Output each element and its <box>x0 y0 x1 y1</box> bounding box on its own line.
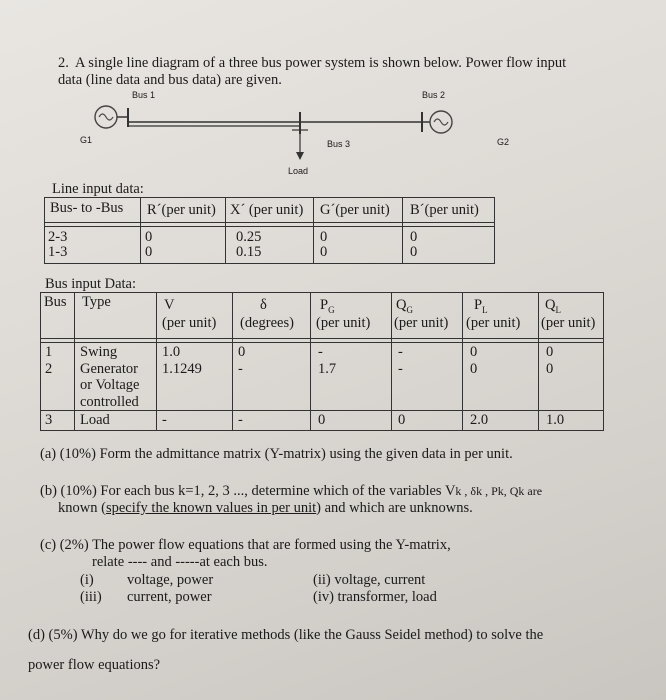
part-b-vars: k , δk , Pk, Qk are <box>455 484 543 498</box>
bus-header-ql-unit: (per unit) <box>541 315 596 331</box>
bus-row1-ql: 0 <box>546 344 554 360</box>
bus-row1-pg: - <box>318 344 323 360</box>
bus-row2-d: - <box>238 361 243 377</box>
bus-row2-pl: 0 <box>470 361 478 377</box>
bus-header-type: Type <box>82 294 111 310</box>
bus-row2-qg: - <box>398 361 403 377</box>
bus-row3-pl: 2.0 <box>470 412 489 428</box>
bus-row3-type: Load <box>80 412 110 428</box>
bus-row1-bus: 1 <box>45 344 53 360</box>
part-d-line2: power flow equations? <box>28 657 161 673</box>
part-c-opt1: voltage, power <box>127 572 214 588</box>
bus-row3-qg: 0 <box>398 412 406 428</box>
bus-header-qg: $Q_G$ <box>396 297 413 315</box>
bus-header-qg-unit: (per unit) <box>394 315 449 331</box>
line-row1-bus: 2-3 <box>48 229 68 245</box>
question-number: 2. <box>58 55 69 71</box>
bus-row1-qg: - <box>398 344 403 360</box>
bus-header-pg-unit: (per unit) <box>316 315 371 331</box>
line-row2-g: 0 <box>320 244 328 260</box>
part-c-opt4: (iv) transformer, load <box>313 589 437 605</box>
bus-row2-type-cont2: controlled <box>80 394 139 410</box>
question-intro-line1: A single line diagram of a three bus power system is shown below. Power flow input <box>75 55 567 71</box>
bus2-label: Bus 2 <box>422 90 446 100</box>
bus-row2-pg: 1.7 <box>318 361 337 377</box>
bus-row2-bus: 2 <box>45 361 53 377</box>
part-c-line2: relate ---- and -----at each bus. <box>92 554 268 570</box>
part-c-opt1-num: (i) <box>80 572 94 588</box>
bus-row3-bus: 3 <box>45 412 53 428</box>
bus-header-v: V <box>164 297 175 313</box>
line-header-b: B´(per unit) <box>410 202 479 218</box>
bus-row1-v: 1.0 <box>162 344 181 360</box>
part-c-line1: (c) (2%) The power flow equations that are formed using the Y-matrix, <box>40 537 451 553</box>
bus-row1-type: Swing <box>80 344 118 360</box>
part-b-underlined: specify the known values in per unit <box>105 500 317 516</box>
line-row1-r: 0 <box>145 229 153 245</box>
g2-label: G2 <box>497 137 510 147</box>
line-table-title: Line input data: <box>52 181 144 197</box>
line-row1-g: 0 <box>320 229 328 245</box>
line-row1-x: 0.25 <box>236 229 262 245</box>
bus-row1-pl: 0 <box>470 344 478 360</box>
line-header-bus: Bus- to -Bus <box>50 200 124 216</box>
bus-table-title: Bus input Data: <box>45 276 137 292</box>
bus-header-pl-unit: (per unit) <box>466 315 521 331</box>
bus-header-bus: Bus <box>44 294 67 310</box>
line-row2-r: 0 <box>145 244 153 260</box>
part-c-opt2: (ii) voltage, current <box>313 572 426 588</box>
part-d-line1: (d) (5%) Why do we go for iterative methods (like the Gauss Seidel method) to solve the <box>28 627 544 643</box>
line-header-x: X´ (per unit) <box>230 202 304 218</box>
part-b-line2-pre: known ( <box>58 500 106 516</box>
part-c-opt3: current, power <box>127 589 212 605</box>
g1-label: G1 <box>80 135 93 145</box>
line-row2-bus: 1-3 <box>48 244 68 260</box>
part-b-line1 <box>40 483 542 500</box>
bus-header-ql: $Q_L$ <box>545 297 561 315</box>
line-row1-b: 0 <box>410 229 418 245</box>
bus-row3-pg: 0 <box>318 412 326 428</box>
part-b-line2-post: ) and which are unknowns. <box>316 500 473 516</box>
line-header-g: G´(per unit) <box>320 202 390 218</box>
single-line-diagram <box>0 0 666 200</box>
part-c-opt3-num: (iii) <box>80 589 102 605</box>
bus-row3-v: - <box>162 412 167 428</box>
bus-row2-ql: 0 <box>546 361 554 377</box>
question-intro-line2: data (line data and bus data) are given. <box>58 72 282 88</box>
bus-header-pl: $P_L$ <box>474 297 488 315</box>
bus-row2-v: 1.1249 <box>162 361 202 377</box>
line-row2-b: 0 <box>410 244 418 260</box>
bus-header-pg: $P_G$ <box>320 297 335 315</box>
load-label: Load <box>288 166 309 176</box>
bus-row3-ql: 1.0 <box>546 412 565 428</box>
bus3-label: Bus 3 <box>327 139 351 149</box>
part-a: (a) (10%) Form the admittance matrix (Y-matrix) using the given data in per unit. <box>40 446 513 462</box>
bus1-label: Bus 1 <box>132 90 156 100</box>
bus-row3-d: - <box>238 412 243 428</box>
bus-header-v-unit: (per unit) <box>162 315 217 331</box>
bus-row1-d: 0 <box>238 344 246 360</box>
bus-header-delta: δ <box>260 297 267 313</box>
line-header-r: R´(per unit) <box>147 202 216 218</box>
bus-header-delta-unit: (degrees) <box>240 315 294 331</box>
bus-row2-type: Generator <box>80 361 138 377</box>
part-b-line2 <box>58 500 473 517</box>
line-row2-x: 0.15 <box>236 244 262 260</box>
part-b-text: (b) (10%) For each bus k=1, 2, 3 ..., determine which of the variables V <box>40 483 456 499</box>
bus-row2-type-cont1: or Voltage <box>80 377 140 393</box>
